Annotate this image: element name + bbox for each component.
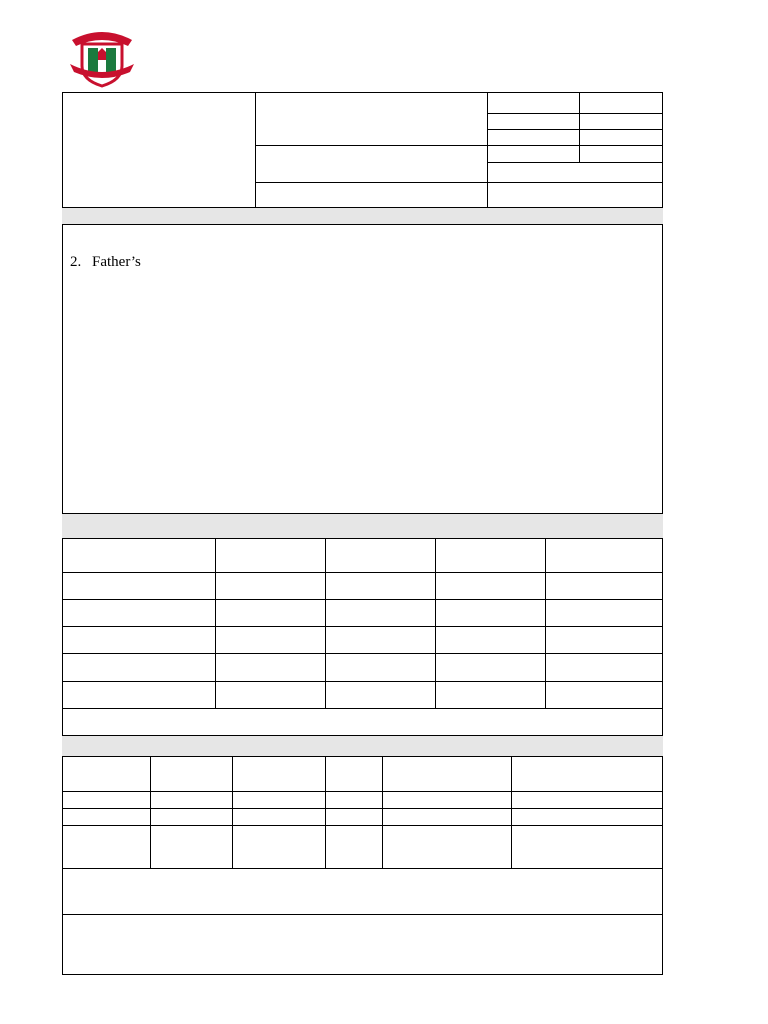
field-number: 2.: [70, 254, 82, 270]
table-1-row: [62, 599, 663, 600]
header-row-line: [255, 182, 663, 183]
header-row-line: [487, 113, 663, 114]
header-divider-1: [255, 92, 256, 207]
table-1-col: [545, 539, 546, 708]
table-2-row: [62, 868, 663, 869]
table-1-col: [435, 539, 436, 708]
section-band-3: [62, 735, 663, 757]
table-1-col: [215, 539, 216, 708]
table-2-col: [382, 757, 383, 869]
bottom-box-divider: [62, 914, 663, 915]
table-1-row: [62, 681, 663, 682]
table-2-col: [511, 757, 512, 869]
table-1-col: [325, 539, 326, 708]
table-1-row: [62, 653, 663, 654]
section-band-1: [62, 207, 663, 225]
table-2-row: [62, 825, 663, 826]
header-row-line: [255, 145, 663, 146]
header-row-line: [487, 162, 663, 163]
header-divider-2: [487, 92, 488, 207]
table-1-row: [62, 572, 663, 573]
table-2-col: [325, 757, 326, 869]
table-2-col: [150, 757, 151, 869]
header-row-line: [487, 129, 663, 130]
table-1-row: [62, 626, 663, 627]
header-divider-3: [579, 92, 580, 162]
table-2-col: [232, 757, 233, 869]
table-2-row: [62, 808, 663, 809]
table-1-row: [62, 708, 663, 709]
school-crest-icon: [68, 26, 136, 88]
field-fathers-name: [70, 254, 141, 271]
section-band-2: [62, 513, 663, 539]
table-2-row: [62, 791, 663, 792]
field-label: Father’s: [92, 254, 141, 270]
